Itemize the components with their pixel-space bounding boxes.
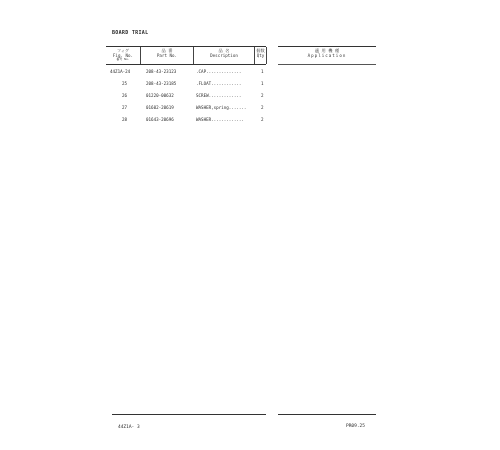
description-header-jp: 品 名 xyxy=(218,48,230,53)
description-cell: WASHER,spring....... xyxy=(196,105,247,110)
footer-rule-right xyxy=(278,414,376,415)
qty-header xyxy=(255,48,266,58)
table-row xyxy=(0,92,500,100)
part-no-cell: 01643-20696 xyxy=(146,117,174,122)
fig-no-header-en: Fig. No. xyxy=(112,53,134,58)
header-top-rule xyxy=(106,46,266,47)
part-no-cell: 01220-00632 xyxy=(146,93,174,98)
part-no-cell: 208-43-23185 xyxy=(146,81,177,86)
application-header-en: Application xyxy=(307,53,347,58)
qty-cell: 2 xyxy=(261,117,264,122)
table-row xyxy=(0,80,500,88)
qty-header-en: Qty xyxy=(256,53,265,58)
description-cell: .FLOAT............ xyxy=(196,81,242,86)
application-header xyxy=(278,48,376,58)
qty-cell: 1 xyxy=(261,81,264,86)
part-no-header-en: Part No. xyxy=(156,53,178,58)
fig-no-cell: 27 xyxy=(122,105,128,110)
footer-rule-left xyxy=(112,414,266,415)
fig-no-cell: 25 xyxy=(122,81,128,86)
page-code: 44Z1A- 3 xyxy=(118,425,140,430)
application-bottom-rule xyxy=(278,64,376,65)
description-header-en: Description xyxy=(210,53,238,58)
part-no-cell: 208-43-23123 xyxy=(146,69,177,74)
fig-no-cell: 26 xyxy=(122,93,128,98)
description-header xyxy=(194,48,254,58)
part-no-cell: 01602-20619 xyxy=(146,105,174,110)
header-separator xyxy=(266,47,267,64)
qty-cell: 2 xyxy=(261,105,264,110)
table-row xyxy=(0,68,500,76)
table-row xyxy=(0,116,500,124)
part-no-header xyxy=(141,48,193,58)
description-cell: .CAP.............. xyxy=(196,69,242,74)
application-header-jp: 適 用 機 種 xyxy=(314,48,340,53)
fig-no-cell: 28 xyxy=(122,117,128,122)
description-cell: WASHER............. xyxy=(196,117,244,122)
part-no-header-jp: 品 番 xyxy=(161,48,173,53)
description-cell: SCREW............. xyxy=(196,93,242,98)
fig-no-header xyxy=(106,48,140,61)
table-row xyxy=(0,104,500,112)
revision-code: PR09.25 xyxy=(346,424,365,429)
qty-cell: 1 xyxy=(261,69,264,74)
fig-no-header-jp: フィグ xyxy=(116,48,130,53)
header-bottom-rule xyxy=(106,64,266,65)
fig-no-cell: 44Z1A-24 xyxy=(110,69,131,74)
page-title: BOARD TRIAL xyxy=(112,30,149,36)
fig-no-header-sub: 番号 No. xyxy=(116,57,130,61)
qty-cell: 2 xyxy=(261,93,264,98)
qty-header-jp: 個数 xyxy=(256,48,265,53)
application-top-rule xyxy=(278,46,376,47)
